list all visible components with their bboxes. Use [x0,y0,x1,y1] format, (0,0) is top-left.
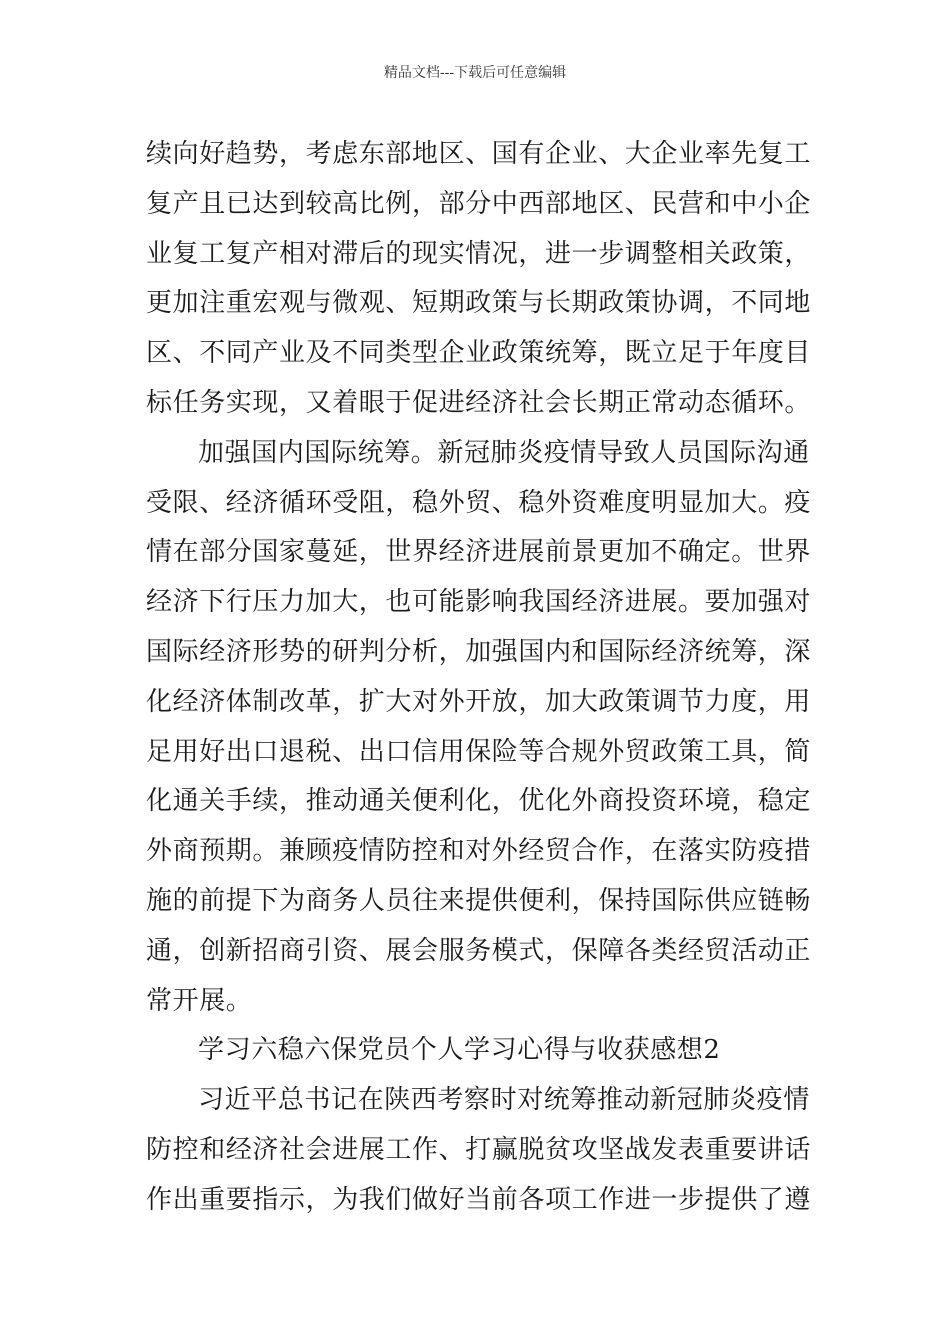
text-line: 习近平总书记在陕西考察时对统筹推动新冠肺炎疫情 [198,1085,810,1116]
text-line: 更加注重宏观与微观、短期政策与长期政策协调，不同地 [146,288,812,319]
text-line: 续向好趋势，考虑东部地区、国有企业、大企业率先复工 [146,139,812,169]
text-line: 区、不同产业及不同类型企业政策统筹，既立足于年度目 [146,338,812,369]
text-line: 复产且已达到较高比例，部分中西部地区、民营和中小企 [146,188,812,219]
text-line: 标任务实现，又着眼于促进经济社会长期正常动态循环。 [146,387,812,418]
text-line: 国际经济形势的研判分析，加强国内和国际经济统筹，深 [146,636,812,667]
text-line: 常开展。 [146,985,253,1016]
text-line: 作出重要指示，为我们做好当前各项工作进一步提供了遵 [146,1184,812,1215]
text-line: 通，创新招商引资、展会服务模式，保障各类经贸活动正 [146,935,812,966]
text-line: 施的前提下为商务人员往来提供便利，保持国际供应链畅 [146,885,812,916]
text-line: 受限、经济循环受阻，稳外贸、稳外资难度明显加大。疫 [146,487,812,518]
document-body [146,130,812,1226]
text-line: 外商预期。兼顾疫情防控和对外经贸合作，在落实防疫措 [146,836,812,867]
text-line: 足用好出口退税、出口信用保险等合规外贸政策工具，简 [146,736,812,767]
text-line: 化通关手续，推动通关便利化，优化外商投资环境，稳定 [146,786,812,817]
text-line: 加强国内国际统筹。新冠肺炎疫情导致人员国际沟通 [198,437,810,468]
section-heading: 学习六稳六保党员个人学习心得与收获感想2 [198,1035,721,1066]
text-line: 情在部分国家蔓延，世界经济进展前景更加不确定。世界 [146,537,812,568]
text-line: 业复工复产相对滞后的现实情况，进一步调整相关政策， [146,238,812,269]
text-line: 防控和经济社会进展工作、打赢脱贫攻坚战发表重要讲话 [146,1134,812,1165]
text-line: 化经济体制改革，扩大对外开放，加大政策调节力度，用 [146,686,812,717]
text-line: 经济下行压力加大，也可能影响我国经济进展。要加强对 [146,587,812,618]
page-header: 精品文档---下载后可任意编辑 [383,65,567,81]
